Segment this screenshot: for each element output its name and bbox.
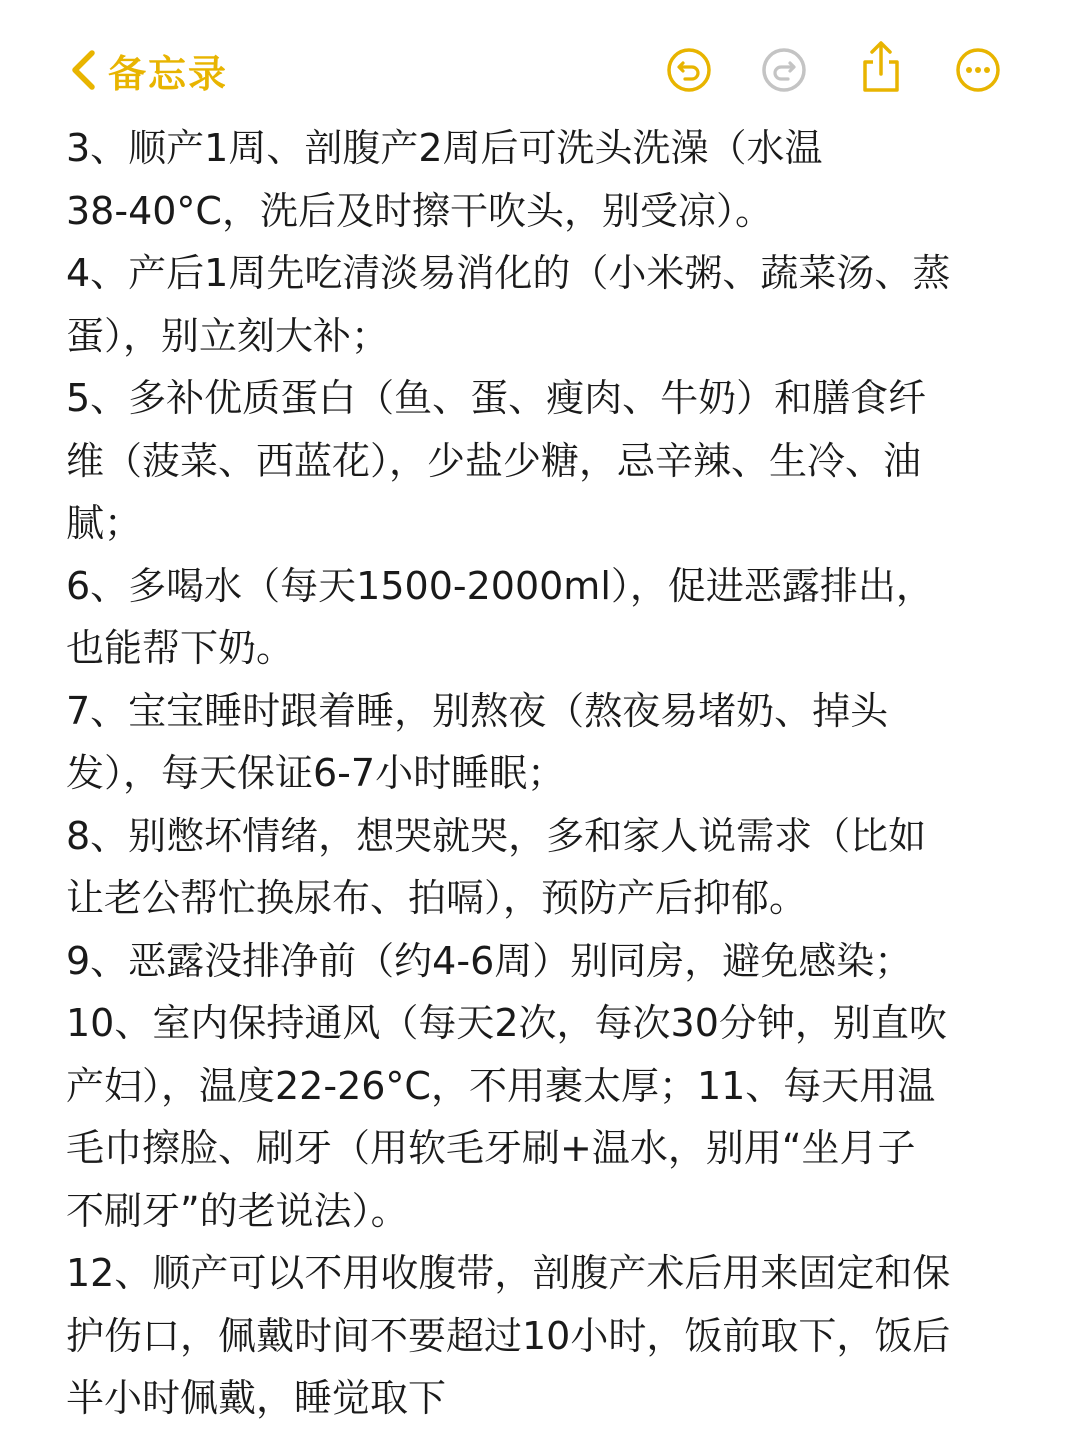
more-icon [954,46,1002,94]
share-button[interactable] [857,40,905,88]
navigation-bar [0,0,1080,120]
note-paragraph: 3、顺产1周、剖腹产2周后可洗头洗澡（水温 38-40°C，洗后及时擦干吹头，别受凉）。 [66,126,823,233]
note-paragraph: 5、多补优质蛋白（鱼、蛋、瘦肉、牛奶）和膳食纤 维（菠菜、西蓝花），少盐少糖，忌辛辣、生冷、油 腻； [66,376,927,545]
note-paragraph: 8、别憋坏情绪，想哭就哭，多和家人说需求（比如 让老公帮忙换尿布、拍嗝），预防产后抑郁。 [66,813,927,920]
chevron-left-icon [70,50,96,90]
redo-icon [760,46,808,94]
undo-icon [665,46,713,94]
undo-button[interactable] [665,46,713,94]
back-label: 备忘录 [108,51,229,96]
note-paragraph: 10、室内保持通风（每天2次，每次30分钟，别直吹 产妇），温度22-26°C，不用裹太厚；11、每天用温 毛巾擦脸、刷牙（用软毛牙刷+温水，别用“坐月子 不刷牙”的老说法）。 [66,1001,947,1233]
note-body[interactable] [66,117,1036,1430]
note-paragraph: 4、产后1周先吃清淡易消化的（小米粥、蔬菜汤、蒸 蛋），别立刻大补； [66,251,951,358]
redo-button[interactable] [760,46,808,94]
share-icon [857,40,905,94]
more-button[interactable] [954,46,1002,94]
back-button[interactable] [70,40,228,100]
note-paragraph: 12、顺产可以不用收腹带，剖腹产术后用来固定和保 护伤口，佩戴时间不要超过10小时，饭前取下，饭后 半小时佩戴，睡觉取下 [66,1251,951,1420]
note-paragraph: 9、恶露没排净前（约4-6周）别同房，避免感染； [66,938,913,983]
note-paragraph: 6、多喝水（每天1500-2000ml），促进恶露排出， 也能帮下奶。 [66,563,934,670]
note-paragraph: 7、宝宝睡时跟着睡，别熬夜（熬夜易堵奶、掉头 发），每天保证6-7小时睡眠； [66,688,889,795]
